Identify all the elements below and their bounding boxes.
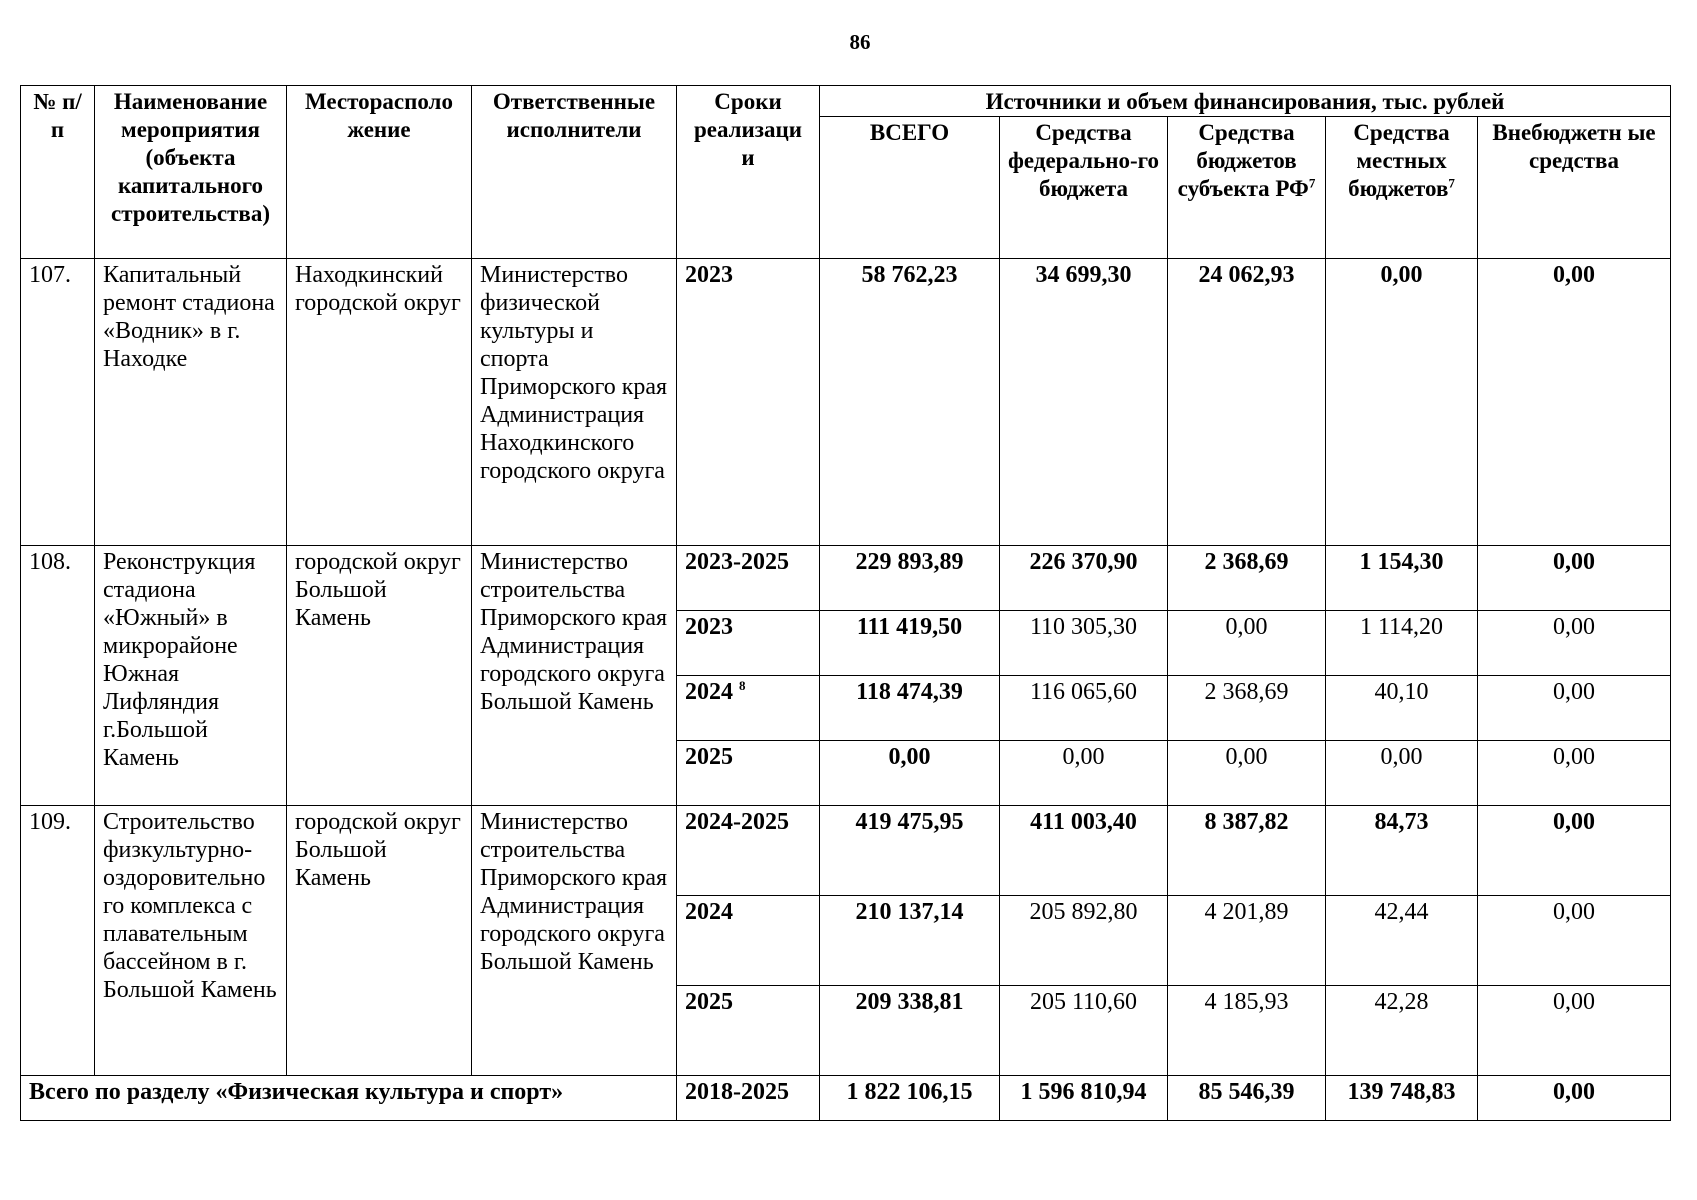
row-location: Находкинский городской округ — [287, 259, 472, 546]
row-responsible: Министерство строительства Приморского края Администрация городского округа Большой Камень — [472, 806, 677, 1076]
row-local: 42,44 — [1326, 896, 1478, 986]
header-responsible: Ответственные исполнители — [472, 86, 677, 259]
row-total: 111 419,50 — [820, 611, 1000, 676]
total-period: 2018-2025 — [677, 1076, 820, 1121]
total-extra: 0,00 — [1478, 1076, 1671, 1121]
row-extra: 0,00 — [1478, 546, 1671, 611]
row-federal: 205 110,60 — [1000, 986, 1168, 1076]
row-period: 2023-2025 — [677, 546, 820, 611]
row-num: 108. — [21, 546, 95, 806]
row-period-footnote: 8 — [739, 678, 746, 693]
row-name: Строительство физкультурно-оздоровительно го комплекса с плавательным бассейном в г. Большой Камень — [95, 806, 287, 1076]
row-extra: 0,00 — [1478, 259, 1671, 546]
header-funding: Источники и объем финансирования, тыс. рублей — [820, 86, 1671, 117]
row-period-text: 2024 — [685, 679, 733, 705]
table-row — [21, 259, 1671, 546]
row-period: 2023 — [677, 611, 820, 676]
row-total: 419 475,95 — [820, 806, 1000, 896]
row-local: 1 154,30 — [1326, 546, 1478, 611]
header-local-text: Средства местных бюджетов — [1348, 120, 1450, 201]
row-extra: 0,00 — [1478, 676, 1671, 741]
row-total: 58 762,23 — [820, 259, 1000, 546]
header-name: Наименование мероприятия (объекта капитального строительства) — [95, 86, 287, 259]
row-period: 2024-2025 — [677, 806, 820, 896]
total-subject: 85 546,39 — [1168, 1076, 1326, 1121]
header-total: ВСЕГО — [820, 117, 1000, 259]
row-total: 118 474,39 — [820, 676, 1000, 741]
row-total: 210 137,14 — [820, 896, 1000, 986]
row-period: 2025 — [677, 986, 820, 1076]
page-number: 86 — [849, 30, 871, 54]
table-row — [21, 546, 1671, 611]
row-federal: 34 699,30 — [1000, 259, 1168, 546]
row-name: Капитальный ремонт стадиона «Водник» в г. Находке — [95, 259, 287, 546]
row-subject: 4 185,93 — [1168, 986, 1326, 1076]
total-row — [21, 1076, 1671, 1121]
header-location: Месторасполо жение — [287, 86, 472, 259]
row-federal: 205 892,80 — [1000, 896, 1168, 986]
header-num: № п/п — [21, 86, 95, 259]
header-row — [21, 86, 1671, 117]
row-location: городской округ Большой Камень — [287, 806, 472, 1076]
row-extra: 0,00 — [1478, 896, 1671, 986]
table-row — [21, 806, 1671, 896]
row-responsible: Министерство строительства Приморского края Администрация городского округа Большой Камень — [472, 546, 677, 806]
header-period: Сроки реализаци и — [677, 86, 820, 259]
header-local — [1326, 117, 1478, 259]
row-responsible: Министерство физической культуры и спорта Приморского края Администрация Находкинского городского округа — [472, 259, 677, 546]
row-federal: 226 370,90 — [1000, 546, 1168, 611]
row-federal: 116 065,60 — [1000, 676, 1168, 741]
row-local: 40,10 — [1326, 676, 1478, 741]
funding-table — [20, 85, 1671, 1121]
row-subject: 2 368,69 — [1168, 676, 1326, 741]
row-total: 229 893,89 — [820, 546, 1000, 611]
row-period: 2023 — [677, 259, 820, 546]
row-name: Реконструкция стадиона «Южный» в микрорайоне Южная Лифляндия г.Большой Камень — [95, 546, 287, 806]
row-num: 107. — [21, 259, 95, 546]
row-period — [677, 676, 820, 741]
row-extra: 0,00 — [1478, 986, 1671, 1076]
row-extra: 0,00 — [1478, 806, 1671, 896]
row-extra: 0,00 — [1478, 741, 1671, 806]
header-subject — [1168, 117, 1326, 259]
header-subject-footnote: 7 — [1308, 175, 1316, 191]
row-local: 42,28 — [1326, 986, 1478, 1076]
row-subject: 24 062,93 — [1168, 259, 1326, 546]
row-local: 0,00 — [1326, 259, 1478, 546]
row-federal: 411 003,40 — [1000, 806, 1168, 896]
header-federal: Средства федерально-го бюджета — [1000, 117, 1168, 259]
row-subject: 8 387,82 — [1168, 806, 1326, 896]
header-subject-text: Средства бюджетов субъекта РФ — [1177, 120, 1309, 201]
header-extra: Внебюджетн ые средства — [1478, 117, 1671, 259]
row-total: 0,00 — [820, 741, 1000, 806]
row-total: 209 338,81 — [820, 986, 1000, 1076]
row-local: 1 114,20 — [1326, 611, 1478, 676]
row-period: 2025 — [677, 741, 820, 806]
row-federal: 0,00 — [1000, 741, 1168, 806]
row-location: городской округ Большой Камень — [287, 546, 472, 806]
row-num: 109. — [21, 806, 95, 1076]
row-subject: 4 201,89 — [1168, 896, 1326, 986]
row-extra: 0,00 — [1478, 611, 1671, 676]
row-federal: 110 305,30 — [1000, 611, 1168, 676]
row-local: 0,00 — [1326, 741, 1478, 806]
total-federal: 1 596 810,94 — [1000, 1076, 1168, 1121]
row-local: 84,73 — [1326, 806, 1478, 896]
total-label: Всего по разделу «Физическая культура и спорт» — [21, 1076, 677, 1121]
header-local-footnote: 7 — [1448, 175, 1455, 191]
row-subject: 2 368,69 — [1168, 546, 1326, 611]
total-local: 139 748,83 — [1326, 1076, 1478, 1121]
row-subject: 0,00 — [1168, 741, 1326, 806]
row-subject: 0,00 — [1168, 611, 1326, 676]
row-period: 2024 — [677, 896, 820, 986]
total-total: 1 822 106,15 — [820, 1076, 1000, 1121]
